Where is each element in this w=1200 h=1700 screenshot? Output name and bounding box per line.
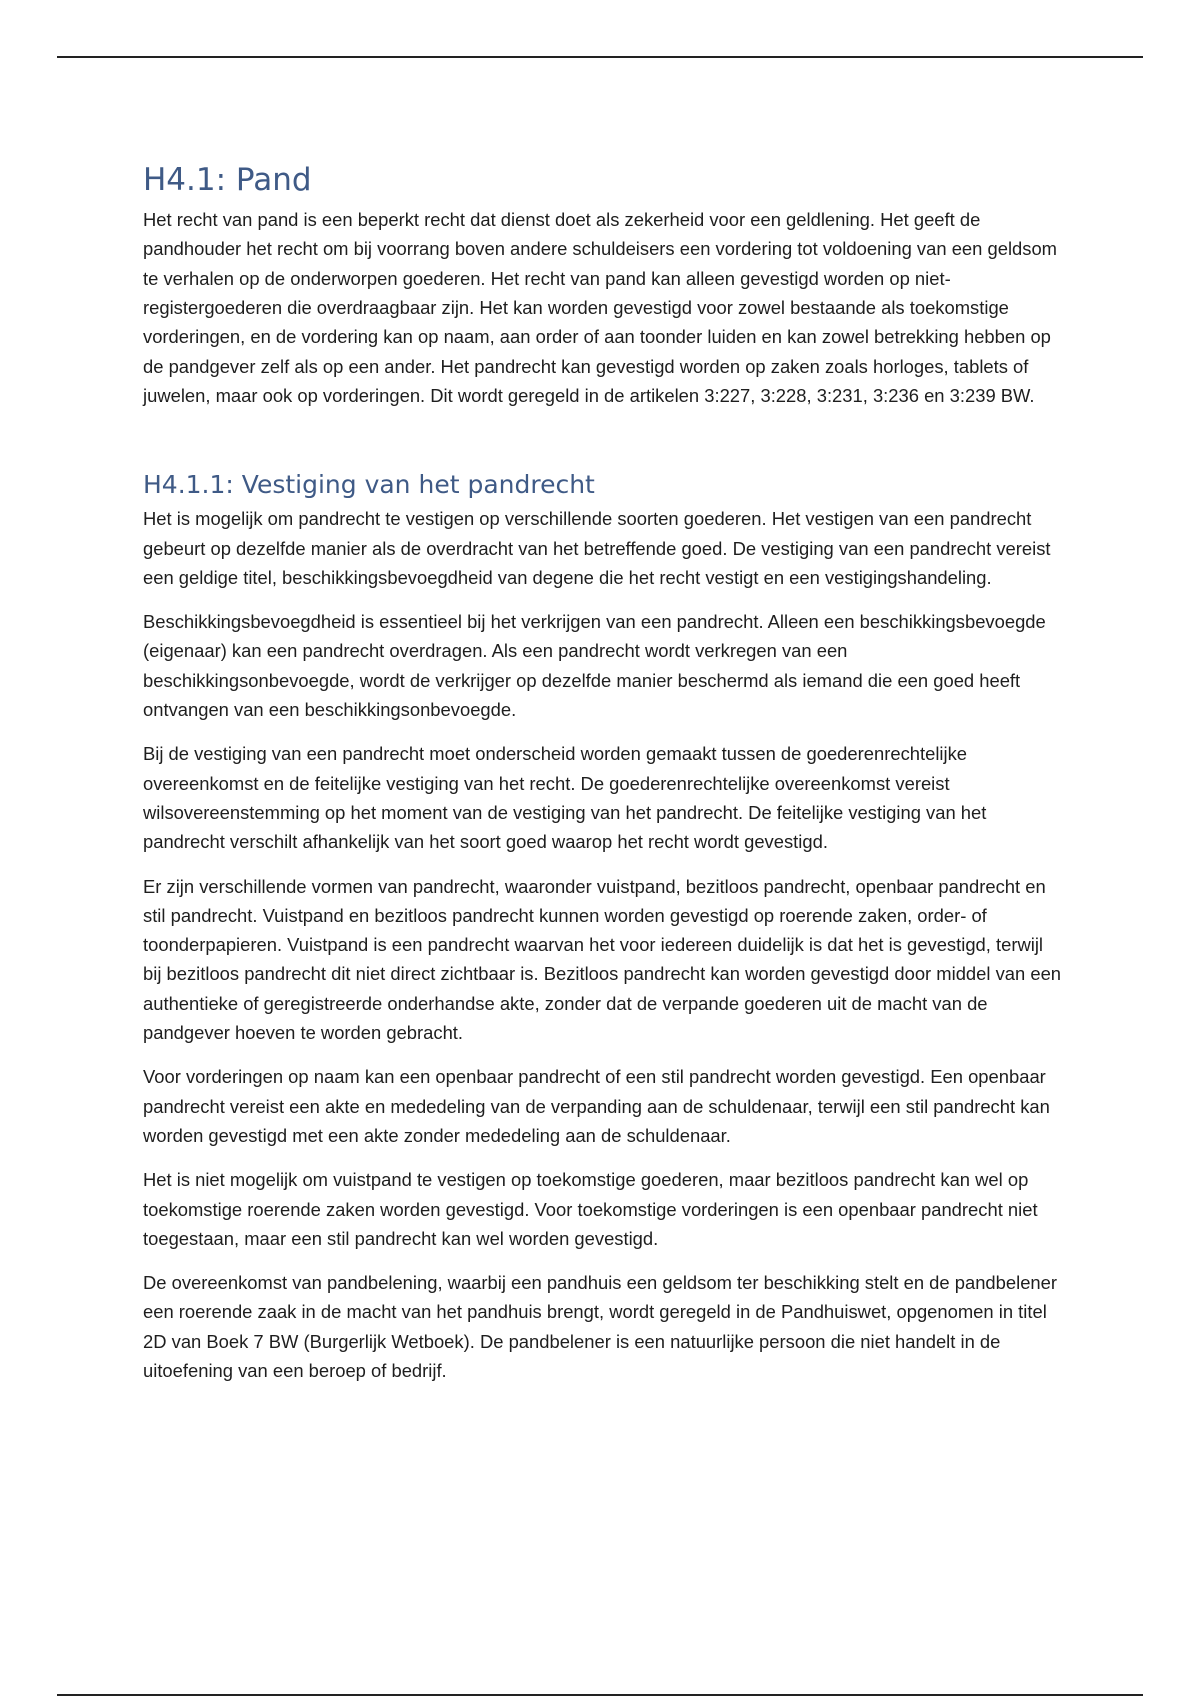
header-rule	[57, 56, 1143, 58]
paragraph-5: Voor vorderingen op naam kan een openbaar pandrecht of een stil pandrecht worden gevestigd. Een openbaar pandrecht vereist een akte en mededeling van de verpanding aan de schuldenaar, terwijl een stil pandrecht kan worden gevestigd met een akte zonder mededeling aan de schuldenaar.	[143, 1066, 1050, 1146]
paragraph-1: Het is mogelijk om pandrecht te vestigen op verschillende soorten goederen. Het vestigen van een pandrecht gebeurt op dezelfde manier als de overdracht van het betreffende goed. De vestiging van een pandrecht vereist een geldige titel, beschikkingsbevoegdheid van degene die het recht vestigt en een vestigingshandeling.	[143, 508, 1051, 588]
paragraph-2: Beschikkingsbevoegdheid is essentieel bij het verkrijgen van een pandrecht. Alleen een beschikkingsbevoegde (eigenaar) kan een pandrecht overdragen. Als een pandrecht wordt verkregen van een beschikkingsonbevoegde, wordt de verkrijger op dezelfde manier beschermd als iemand die een goed heeft ontvangen van een beschikkingsonbevoegde.	[143, 611, 1046, 721]
paragraph-3: Bij de vestiging van een pandrecht moet onderscheid worden gemaakt tussen de goederenrechtelijke overeenkomst en de feitelijke vestiging van het recht. De goederenrechtelijke overeenkomst vereist wilsovereenstemming op het moment van de vestiging van het pandrecht. De feitelijke vestiging van het pandrecht verschilt afhankelijk van het soort goed waarop het recht wordt gevestigd.	[143, 743, 987, 853]
paragraph-4: Er zijn verschillende vormen van pandrecht, waaronder vuistpand, bezitloos pandrecht, openbaar pandrecht en stil pandrecht. Vuistpand en bezitloos pandrecht kunnen worden gevestigd op roerende zaken, order- of toonderpapieren. Vuistpand is een pandrecht waarvan het voor iedereen duidelijk is dat het is gevestigd, terwijl bij bezitloos pandrecht dit niet direct zichtbaar is. Bezitloos pandrecht kan worden gevestigd door middel van een authentieke of geregistreerde onderhandse akte, zonder dat de verpande goederen uit de macht van de pandgever hoeven te worden gebracht.	[143, 875, 1062, 1044]
paragraph-6: Het is niet mogelijk om vuistpand te vestigen op toekomstige goederen, maar bezitloos pandrecht kan wel op toekomstige roerende zaken worden gevestigd. Voor toekomstige vorderingen is een openbaar pandrecht niet toegestaan, maar een stil pandrecht kan wel worden gevestigd.	[143, 1169, 1038, 1249]
subsection-heading: H4.1.1: Vestiging van het pandrecht	[143, 470, 595, 500]
footer-rule	[57, 1694, 1143, 1696]
paragraph-7: De overeenkomst van pandbelening, waarbij een pandhuis een geldsom ter beschikking stelt en de pandbelener een roerende zaak in de macht van het pandhuis brengt, wordt geregeld in de Pandhuiswet, opgenomen in titel 2D van Boek 7 BW (Burgerlijk Wetboek). De pandbelener is een natuurlijke persoon die niet handelt in de uitoefening van een beroep of bedrijf.	[143, 1272, 1058, 1381]
section-heading: H4.1: Pand	[143, 162, 312, 198]
document-body	[143, 162, 1063, 1400]
section-intro-paragraph: Het recht van pand is een beperkt recht dat dienst doet als zekerheid voor een geldlening. Het geeft de pandhouder het recht om bij voorrang boven andere schuldeisers een vordering tot voldoening van een geldsom te verhalen op de onderworpen goederen. Het recht van pand kan alleen gevestigd worden op niet-registergoederen die overdraagbaar zijn. Het kan worden gevestigd voor zowel bestaande als toekomstige vorderingen, en de vordering kan op naam, aan order of aan toonder luiden en kan zowel betrekking hebben op de pandgever zelf als op een ander. Het pandrecht kan gevestigd worden op zaken zoals horloges, tablets of juwelen, maar ook op vorderingen. Dit wordt geregeld in de artikelen 3:227, 3:228, 3:231, 3:236 en 3:239 BW.	[143, 209, 1058, 406]
